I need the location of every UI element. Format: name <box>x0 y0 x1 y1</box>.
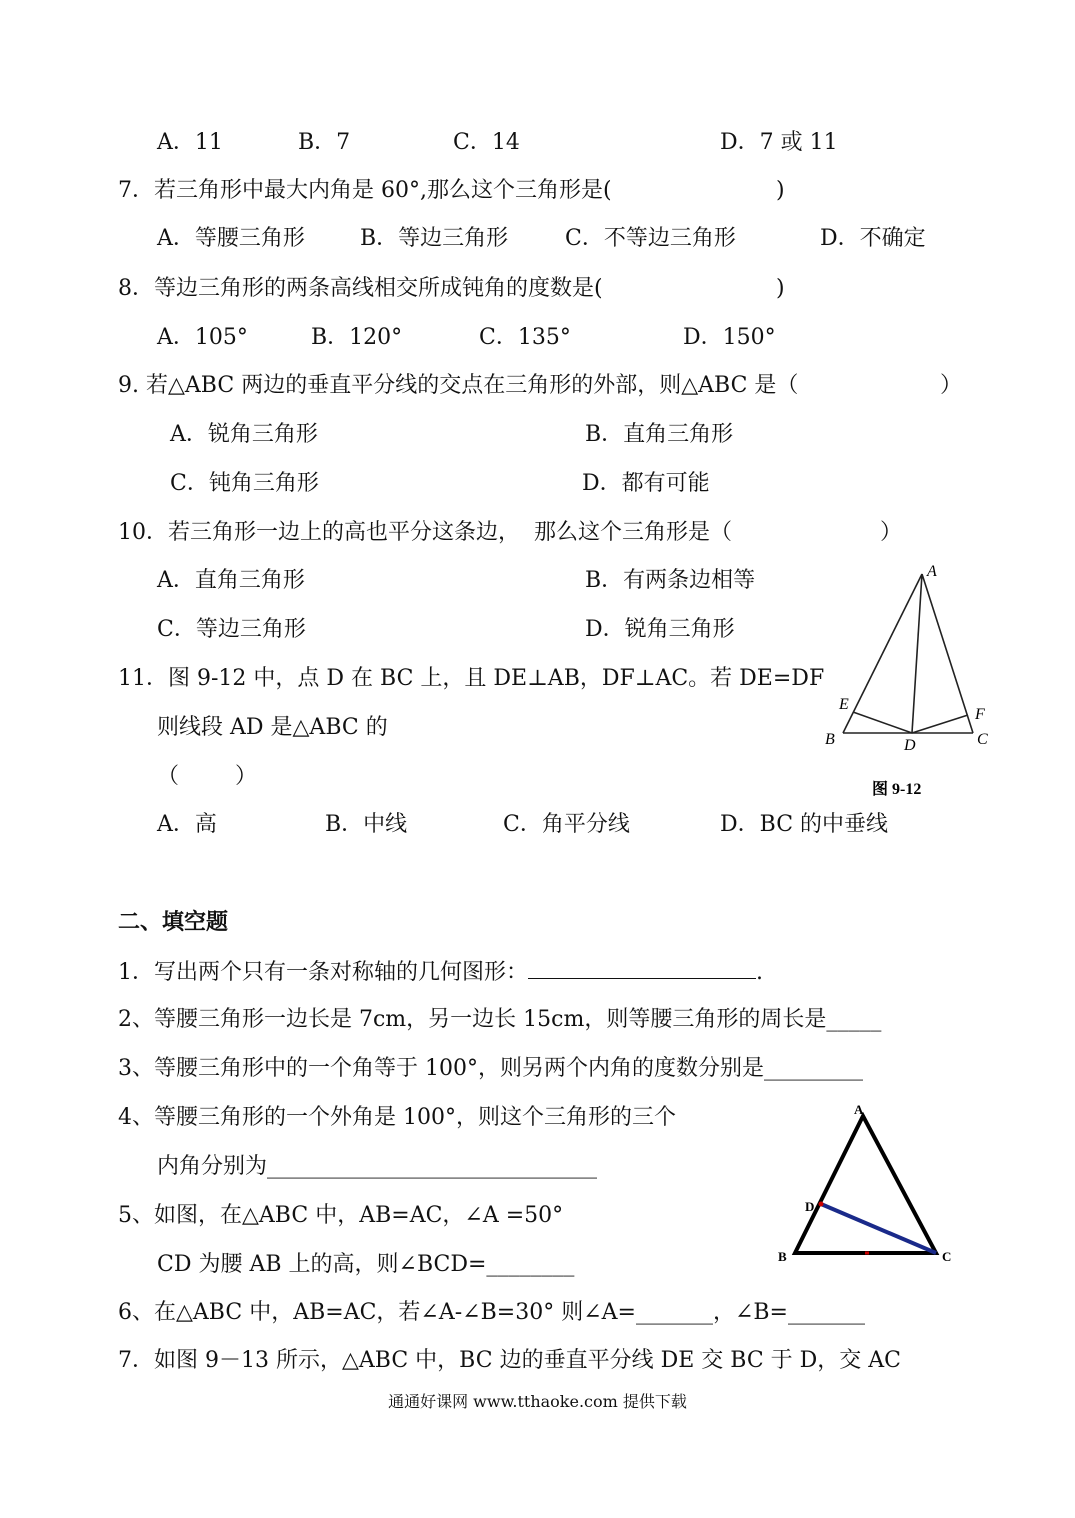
q6-option-b: B．7 <box>298 130 351 155</box>
fill-q6: 6、在△ABC 中，AB=AC，若∠A-∠B=30° 则∠A=_______，∠B=_______ <box>118 1300 865 1325</box>
q9-option-d: D．都有可能 <box>582 471 710 496</box>
label-b: B <box>825 731 835 748</box>
section-title-fill-in: 二、填空题 <box>118 909 229 935</box>
label-a: A <box>854 1102 864 1117</box>
q11-option-d: D．BC 的中垂线 <box>720 812 889 837</box>
label-a: A <box>927 563 937 580</box>
label-c: C <box>977 731 988 748</box>
q10-option-c: C．等边三角形 <box>157 617 306 642</box>
q9-text: 9. 若△ABC 两边的垂直平分线的交点在三角形的外部，则△ABC 是（ <box>118 373 799 398</box>
segment-de <box>853 712 912 733</box>
q6-option-a: A．11 <box>157 130 223 155</box>
label-f: F <box>975 706 985 723</box>
label-d: D <box>805 1199 815 1214</box>
q9-option-c: C．钝角三角形 <box>170 471 319 496</box>
segment-ad <box>912 574 922 733</box>
q7-option-c: C．不等边三角形 <box>565 226 736 251</box>
q10-close: ） <box>880 520 903 545</box>
fill-q1-blank[interactable] <box>528 956 756 979</box>
q7-option-a: A．等腰三角形 <box>157 226 305 251</box>
q11-option-c: C．角平分线 <box>503 812 630 837</box>
q10-option-b: B．有两条边相等 <box>585 568 756 593</box>
figure-triangle-abc <box>770 1098 970 1273</box>
q6-option-c: C．14 <box>453 130 520 155</box>
figure-9-12 <box>815 560 1005 805</box>
q9-option-a: A．锐角三角形 <box>170 422 318 447</box>
figure-caption: 图 9-12 <box>872 781 922 798</box>
label-b: B <box>778 1249 787 1264</box>
triangle-abc <box>795 1116 936 1253</box>
point-d-mark <box>819 1202 824 1207</box>
q11-line2: 则线段 AD 是△ABC 的 <box>157 715 388 740</box>
fill-q4-line1: 4、等腰三角形的一个外角是 100°，则这个三角形的三个 <box>118 1105 676 1130</box>
label-c: C <box>942 1249 952 1264</box>
q8-option-b: B．120° <box>311 325 403 350</box>
q10-option-d: D．锐角三角形 <box>585 617 735 642</box>
q6-option-d: D．7 或 11 <box>720 130 838 155</box>
q10-text: 10．若三角形一边上的高也平分这条边， 那么这个三角形是（ <box>118 520 732 545</box>
side-ab <box>843 574 922 733</box>
q7-close: ) <box>776 178 785 203</box>
q11-line1: 11．图 9-12 中，点 D 在 BC 上，且 DE⊥AB，DF⊥AC。若 DE=DF <box>118 666 825 691</box>
q7-text: 7．若三角形中最大内角是 60°,那么这个三角形是( <box>118 178 612 203</box>
fill-q7: 7．如图 9－13 所示，△ABC 中，BC 边的垂直平分线 DE 交 BC 于 D，交 AC <box>118 1348 902 1373</box>
q11-option-a: A．高 <box>157 812 217 837</box>
fill-q4-line2: 内角分别为______________________________ <box>157 1154 598 1179</box>
q7-option-d: D．不确定 <box>820 226 926 251</box>
label-e: E <box>839 696 849 713</box>
fill-q3: 3、等腰三角形中的一个角等于 100°，则另两个内角的度数分别是_________ <box>118 1056 863 1081</box>
q11-option-b: B．中线 <box>325 812 408 837</box>
q9-close: ） <box>940 373 963 398</box>
page-footer: 通通好课网 www.tthaoke.com 提供下载 <box>388 1392 687 1411</box>
side-ac <box>922 574 973 733</box>
q8-option-c: C．135° <box>479 325 571 350</box>
segment-cd <box>821 1204 936 1253</box>
q10-option-a: A．直角三角形 <box>157 568 305 593</box>
q8-option-a: A．105° <box>157 325 248 350</box>
fill-q5-line1: 5、如图，在△ABC 中，AB=AC，∠A =50° <box>118 1203 564 1228</box>
q8-text: 8．等边三角形的两条高线相交所成钝角的度数是( <box>118 276 603 301</box>
q8-close: ) <box>776 276 785 301</box>
q7-option-b: B．等边三角形 <box>360 226 509 251</box>
fill-q1: 1．写出两个只有一条对称轴的几何图形： . <box>118 956 763 988</box>
q11-paren: （ ） <box>157 764 257 789</box>
q8-option-d: D．150° <box>683 325 776 350</box>
label-d: D <box>904 737 916 754</box>
fill-q2: 2、等腰三角形一边长是 7cm，另一边长 15cm，则等腰三角形的周长是_____ <box>118 1007 882 1032</box>
fill-q5-line2: CD 为腰 AB 上的高，则∠BCD=________ <box>157 1252 575 1277</box>
q9-option-b: B．直角三角形 <box>585 422 734 447</box>
segment-df <box>912 715 968 733</box>
